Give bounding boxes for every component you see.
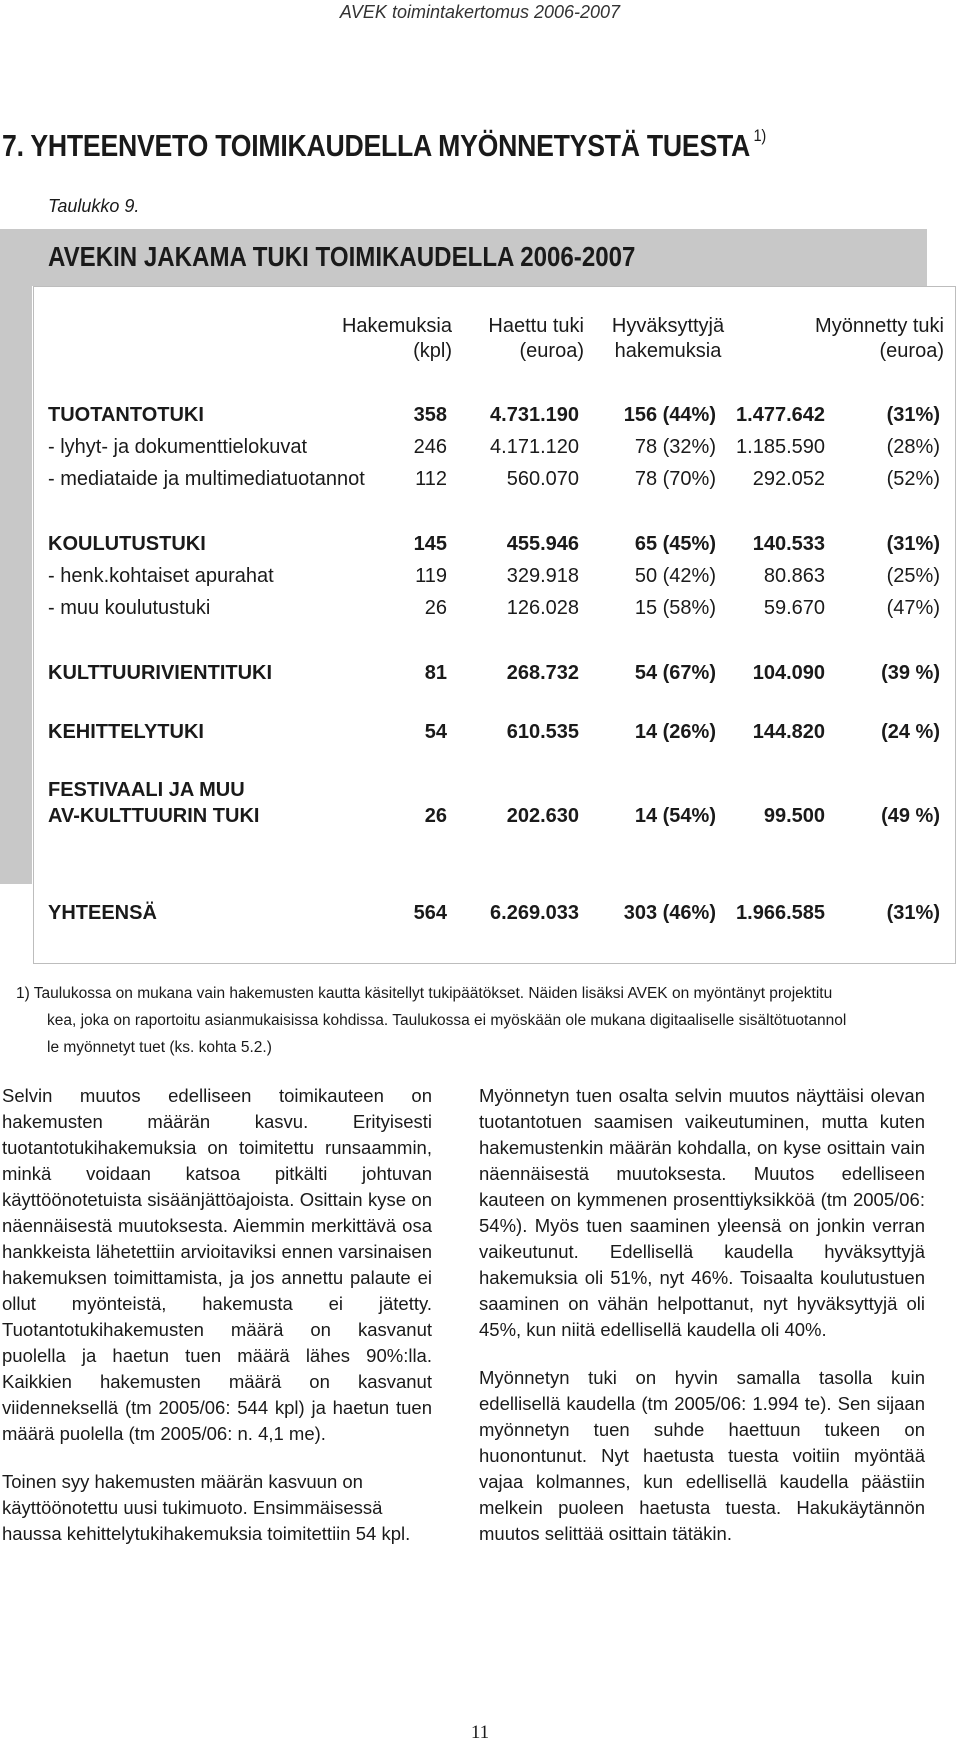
footnote-line: 1) Taulukossa on mukana vain hakemusten kautta käsitellyt tukipäätökset. Näiden lisäksi AVEK on myöntänyt projektitu (16, 985, 833, 1002)
cell-kpl: 145 (413, 533, 447, 555)
cell-haettu: 329.918 (506, 565, 579, 587)
header-line: (kpl) (413, 340, 452, 362)
cell-percent: (25%) (886, 565, 940, 587)
cell-haettu: 202.630 (506, 805, 579, 827)
cell-hyvaksytty: 65 (45%) (634, 533, 716, 555)
row-label: YHTEENSÄ (48, 902, 157, 924)
header-line: (euroa) (519, 340, 584, 362)
page-number: 11 (470, 1722, 490, 1743)
cell-myonnetty: 59.670 (763, 597, 825, 619)
cell-myonnetty: 1.185.590 (736, 436, 825, 458)
body-column-right (479, 1083, 925, 1569)
cell-hyvaksytty: 14 (54%) (634, 805, 716, 827)
paragraph: Myönnetyn tuki on hyvin samalla tasolla kuin edellisellä kaudella (tm 2005/06: 1.994 te). Sen sijaan myönnetyn tuen suhde haettuun tukeen on huonontunut. Nyt haetusta tuesta voitiin myöntää vajaa kolmannes, kun edellisellä kaudella päästiin melkein puoleen haetusta tuesta. Hakukäytännön muutos selittää osittain tätäkin. (479, 1367, 925, 1544)
cell-myonnetty: 1.477.642 (736, 404, 825, 426)
table-row (48, 563, 948, 589)
row-label: KOULUTUSTUKI (48, 533, 206, 555)
table-footnote (16, 980, 951, 1061)
row-label: FESTIVAALI JA MUU (48, 779, 245, 801)
cell-percent: (28%) (886, 436, 940, 458)
cell-percent: (31%) (886, 533, 940, 555)
cell-kpl: 26 (424, 597, 447, 619)
paragraph: Toinen syy hakemusten määrän kasvuun on käyttöönotettu uusi tukimuoto. Ensimmäisessä haussa kehittelytukihakemuksia toimitettiin 54 kpl. (2, 1471, 411, 1544)
cell-percent: (47%) (886, 597, 940, 619)
cell-haettu: 455.946 (506, 533, 579, 555)
cell-hyvaksytty: 15 (58%) (634, 597, 716, 619)
cell-kpl: 81 (424, 662, 447, 684)
header-haettu-tuki (488, 314, 584, 364)
cell-haettu: 610.535 (506, 721, 579, 743)
paragraph: Myönnetyn tuen osalta selvin muutos näyttäisi olevan tuotantotuen saamisen vaikeutuminen, mutta kuten hakemustenkin määrän kohdalla, on kyse osittain vain näennäisestä muutoksesta. Muutos edelliseen kauteen on kymmenen prosenttiyksikköä (tm 2005/06: 54%). Myös tuen saaminen yleensä on jonkin verran vaikeutunut. Edellisellä kaudella hyväksyttyjä hakemuksia oli 51%, nyt 46%. Toisaalta koulutustuen saaminen on vähän helpottanut, nyt hyväksyttyjä oli 45%, kun niitä edellisellä kaudella oli 40%. (479, 1085, 925, 1340)
paragraph: Selvin muutos edelliseen toimikauteen on hakemusten määrän kasvu. Erityisesti tuotantotukihakemuksia on toimitettu runsaammin, minkä voidaan katsoa pitkälti johtuvan käyttöönotetuista sisäänjättöajoista. Osittain kyse on näennäisestä muutoksesta. Aiemmin merkittävä osa hankkeista lähetettiin arvioitaviksi ennen varsinaisen hakemuksen toimittamista, ja jos annettu palaute ei ollut myönteistä, hakemusta ei jätetty. Tuotantotukihakemusten määrä on kasvanut puolella ja haetun tuen määrä lähes 90%:lla. Kaikkien hakemusten määrä on kasvanut viidenneksellä (tm 2005/06: 544 kpl) ja haetun tuen määrä puolella (tm 2005/06: n. 4,1 me). (2, 1085, 432, 1444)
cell-haettu: 560.070 (506, 468, 579, 490)
table-row-total (48, 900, 948, 926)
cell-haettu: 268.732 (506, 662, 579, 684)
cell-myonnetty: 1.966.585 (736, 902, 825, 924)
header-hakemuksia (342, 314, 452, 364)
cell-kpl: 246 (413, 436, 447, 458)
table-title: AVEKIN JAKAMA TUKI TOIMIKAUDELLA 2006-2007 (48, 241, 636, 272)
row-label: - muu koulutustuki (48, 597, 211, 619)
cell-haettu: 4.171.120 (490, 436, 579, 458)
header-line: Hyväksyttyjä (611, 315, 725, 337)
row-label: AV-KULTTUURIN TUKI (48, 805, 260, 827)
cell-kpl: 112 (415, 468, 447, 490)
section-title (2, 126, 766, 164)
table-row (48, 531, 948, 557)
cell-haettu: 6.269.033 (490, 902, 579, 924)
table-row (48, 803, 948, 829)
cell-kpl: 26 (424, 805, 447, 827)
cell-hyvaksytty: 50 (42%) (634, 565, 716, 587)
header-line: Myönnetty tuki (815, 315, 944, 337)
body-column-left (2, 1083, 432, 1569)
table-row (48, 660, 948, 686)
cell-percent: (31%) (886, 902, 940, 924)
table-row (48, 777, 948, 803)
cell-myonnetty: 292.052 (752, 468, 825, 490)
row-label: KEHITTELYTUKI (48, 721, 204, 743)
table-row (48, 595, 948, 621)
row-label: - mediataide ja multimediatuotannot (48, 468, 365, 490)
cell-myonnetty: 140.533 (752, 533, 825, 555)
cell-myonnetty: 144.820 (752, 721, 825, 743)
running-header: AVEK toimintakertomus 2006-2007 (339, 2, 621, 22)
header-line: Hakemuksia (341, 315, 452, 337)
cell-percent: (52%) (886, 468, 940, 490)
cell-percent: (39 %) (881, 662, 940, 684)
header-line: (euroa) (879, 340, 944, 362)
cell-hyvaksytty: 303 (46%) (623, 902, 716, 924)
header-myonnetty-tuki (815, 314, 944, 364)
footnote-line: kea, joka on raportoitu asianmukaisissa kohdissa. Taulukossa ei myöskään ole mukana digitaaliselle sisältötuotannol (47, 1012, 847, 1029)
cell-hyvaksytty: 78 (70%) (634, 468, 716, 490)
cell-kpl: 358 (413, 404, 447, 426)
header-hyvaksyttyja (588, 314, 748, 364)
row-label: TUOTANTOTUKI (48, 404, 204, 426)
table-box (33, 286, 956, 964)
cell-kpl: 564 (413, 902, 447, 924)
row-label: KULTTUURIVIENTITUKI (48, 662, 273, 684)
cell-haettu: 126.028 (506, 597, 579, 619)
table-row (48, 402, 948, 428)
cell-kpl: 119 (415, 565, 447, 587)
cell-kpl: 54 (424, 721, 447, 743)
cell-hyvaksytty: 14 (26%) (634, 721, 716, 743)
table-row (48, 719, 948, 745)
row-label: - henk.kohtaiset apurahat (48, 565, 274, 587)
footnote-line: le myönnetyt tuet (ks. kohta 5.2.) (47, 1039, 272, 1056)
header-line: Haettu tuki (488, 315, 584, 337)
header-line: hakemuksia (614, 340, 722, 362)
table-number: Taulukko 9. (48, 196, 140, 216)
table-row (48, 466, 948, 492)
table-frame-left (0, 229, 32, 884)
cell-myonnetty: 99.500 (763, 805, 825, 827)
cell-percent: (31%) (886, 404, 940, 426)
row-label: - lyhyt- ja dokumenttielokuvat (48, 436, 308, 458)
cell-myonnetty: 80.863 (763, 565, 825, 587)
cell-myonnetty: 104.090 (752, 662, 825, 684)
cell-percent: (49 %) (881, 805, 940, 827)
cell-haettu: 4.731.190 (490, 404, 579, 426)
footnote-marker: 1) (753, 126, 766, 145)
table-row (48, 434, 948, 460)
cell-hyvaksytty: 78 (32%) (634, 436, 716, 458)
cell-hyvaksytty: 54 (67%) (634, 662, 716, 684)
section-title-text: 7. YHTEENVETO TOIMIKAUDELLA MYÖNNETYSTÄ TUESTA (2, 128, 751, 163)
cell-hyvaksytty: 156 (44%) (623, 404, 716, 426)
cell-percent: (24 %) (881, 721, 940, 743)
